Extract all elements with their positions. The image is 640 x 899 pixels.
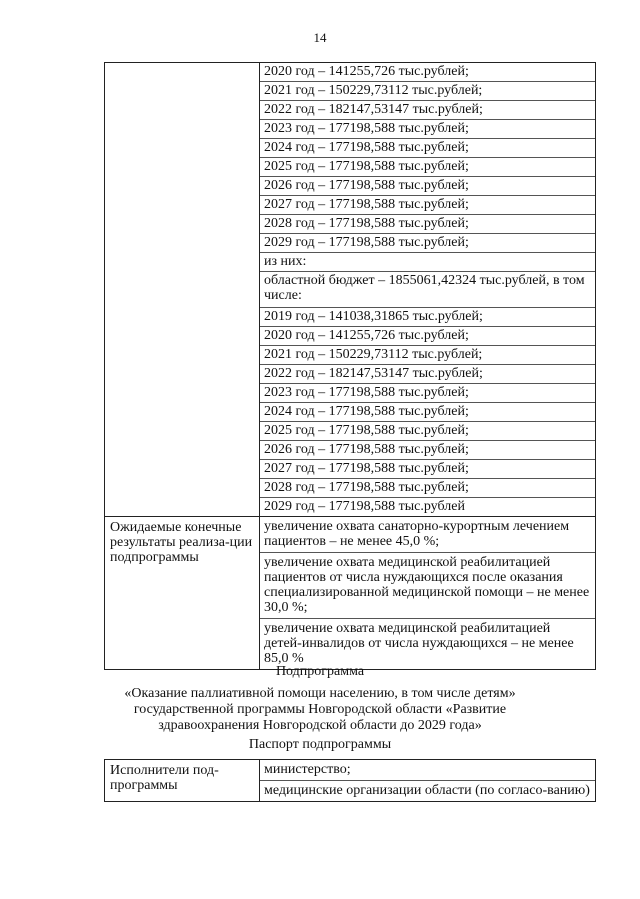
subprogram-name-line: государственной программы Новгородской области «Развитие xyxy=(133,702,507,717)
executors-table xyxy=(104,759,596,802)
funding-line: 2027 год – 177198,588 тыс.рублей; xyxy=(260,196,595,215)
funding-row xyxy=(105,63,596,517)
funding-line: 2021 год – 150229,73112 тыс.рублей; xyxy=(260,346,595,365)
results-row xyxy=(105,517,596,670)
subprogram-name-line: «Оказание паллиативной помощи населению, в том числе детям» xyxy=(124,686,516,701)
funding-line: 2020 год – 141255,726 тыс.рублей; xyxy=(260,327,595,346)
funding-line: 2022 год – 182147,53147 тыс.рублей; xyxy=(260,365,595,384)
executors-content-cell xyxy=(260,760,596,802)
executors-row xyxy=(105,760,596,802)
passport-heading: Паспорт подпрограммы xyxy=(248,737,392,752)
subprogram-title: Подпрограмма xyxy=(275,664,365,679)
funding-line: 2024 год – 177198,588 тыс.рублей; xyxy=(260,403,595,422)
funding-label-cell xyxy=(105,63,260,517)
result-item: увеличение охвата медицинской реабилитацией детей-инвалидов от числа нуждающихся – не менее 85,0 % xyxy=(264,621,574,666)
funding-line: 2025 год – 177198,588 тыс.рублей; xyxy=(260,422,595,441)
executors-label: Исполнители под-программы xyxy=(105,760,260,802)
funding-line: 2027 год – 177198,588 тыс.рублей; xyxy=(260,460,595,479)
funding-line: 2023 год – 177198,588 тыс.рублей; xyxy=(260,120,595,139)
results-label: Ожидаемые конечные результаты реализа-ции подпрограммы xyxy=(105,517,260,670)
funding-line: 2026 год – 177198,588 тыс.рублей; xyxy=(260,177,595,196)
funding-line: 2029 год – 177198,588 тыс.рублей xyxy=(264,499,465,514)
funding-line: 2023 год – 177198,588 тыс.рублей; xyxy=(260,384,595,403)
result-item: увеличение охвата медицинской реабилитацией пациентов от числа нуждающихся после оказания специализированной медицинской помощи – не менее 30,0 %; xyxy=(260,553,595,619)
funding-line: 2024 год – 177198,588 тыс.рублей; xyxy=(260,139,595,158)
funding-line: 2028 год – 177198,588 тыс.рублей; xyxy=(260,479,595,498)
funding-line: 2025 год – 177198,588 тыс.рублей; xyxy=(260,158,595,177)
funding-line: 2028 год – 177198,588 тыс.рублей; xyxy=(260,215,595,234)
executor-item: медицинские организации области (по согласо-ванию) xyxy=(264,783,590,798)
funding-content-cell xyxy=(260,63,596,517)
funding-table xyxy=(104,62,596,670)
page-number: 14 xyxy=(313,30,327,45)
funding-line: из них: xyxy=(260,253,595,272)
funding-line: 2029 год – 177198,588 тыс.рублей; xyxy=(260,234,595,253)
subprogram-heading xyxy=(0,664,640,734)
executor-item: министерство; xyxy=(260,760,595,781)
funding-line: 2021 год – 150229,73112 тыс.рублей; xyxy=(260,82,595,101)
funding-line: 2026 год – 177198,588 тыс.рублей; xyxy=(260,441,595,460)
funding-line: 2022 год – 182147,53147 тыс.рублей; xyxy=(260,101,595,120)
funding-line: 2019 год – 141038,31865 тыс.рублей; xyxy=(260,308,595,327)
result-item: увеличение охвата санаторно-курортным лечением пациентов – не менее 45,0 %; xyxy=(260,517,595,553)
results-content-cell xyxy=(260,517,596,670)
funding-line: 2020 год – 141255,726 тыс.рублей; xyxy=(260,63,595,82)
subprogram-name-line: здравоохранения Новгородской области до 2029 года» xyxy=(158,718,482,733)
regional-budget-line: областной бюджет – 1855061,42324 тыс.рублей, в том числе: xyxy=(260,272,595,308)
